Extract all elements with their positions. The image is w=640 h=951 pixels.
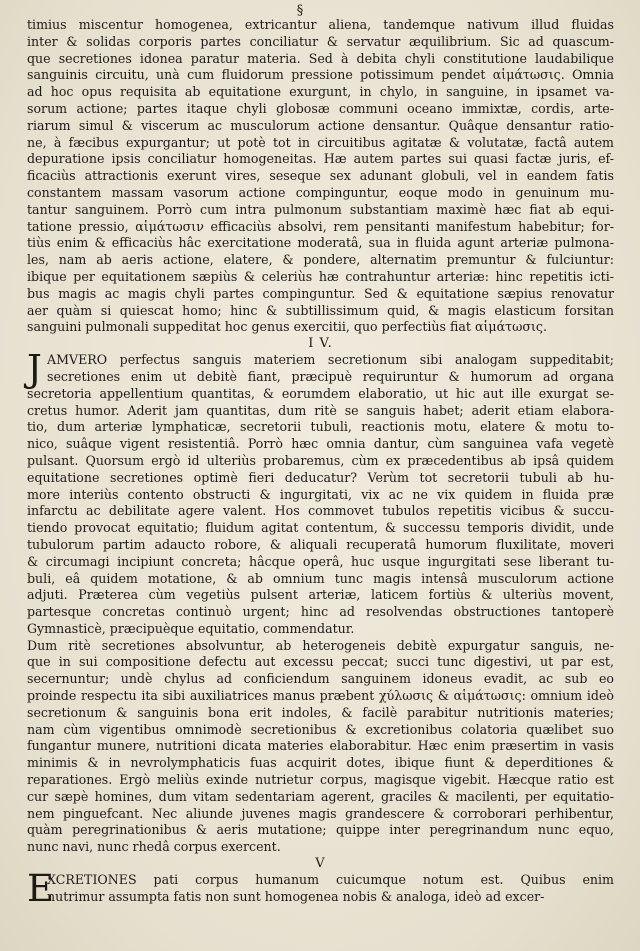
text-line: que secretiones idonea paratur materia. Sed à debita chyli constitutione laudabilique — [27, 50, 614, 66]
text-line: constantem massam vasorum actione compinguntur, eoque modo in genuinum mu- — [27, 184, 614, 200]
text-line: secretiones enim ut debitè fiant, præcipuè requiruntur & humorum ad organa — [47, 368, 614, 384]
text-line: fungantur munere, nutritioni dicata materies elaborabitur. Hæc enim præsertim in vasis — [27, 738, 614, 754]
text-line: tiendo provocat equitatio; fluidum agitat contentum, & successu temporis dividit, unde — [27, 520, 614, 536]
heading-section-iv: I V. — [308, 336, 333, 352]
text-line: secretionum & sanguinis bona erit indoles, & facilè parabitur nutritionis materies; — [27, 704, 614, 720]
text-line: tatione pressio, αἱμάτωσιν efficaciùs absolvi, rem pensitanti manifestum habebitur; for- — [27, 218, 614, 234]
text-line: ficaciùs attractionis exerunt vires, seseque sex adunant globuli, vel in eandem fatis — [27, 168, 614, 184]
text-line: timius miscentur homogenea, extricantur aliena, tandemque nativum illud fluidas — [27, 17, 614, 32]
text-line: cretus humor. Aderit jam quantitas, dum ritè se sanguis habet; aderit etiam elabora- — [27, 402, 614, 418]
heading-section-v: V — [315, 856, 326, 872]
text-line: partesque concretas continuò urgent; hinc ad resolvendas obstructiones tantoperè — [27, 604, 614, 620]
text-line: XCRETIONES pati corpus humanum cuicumque notum est. Quibus enim — [47, 872, 614, 888]
text-line: nem pinguefcant. Nec aliunde juvenes magis grandescere & corroborari perhibentur, — [27, 805, 614, 821]
text-line: nunc navi, nunc rhedâ corpus exercent. — [27, 839, 281, 855]
text-line: equitatione secretiones optimè fieri deducatur? Verùm tot secretorii tubuli ab hu- — [27, 469, 614, 485]
text-line: inter & solidas corporis partes conciliatur & servatur æquilibrium. Sic ad quascum- — [27, 33, 614, 49]
text-line: secernuntur; undè chylus ad conficiendum sanguinem idoneus evadit, ac sub eo — [27, 671, 614, 687]
text-line: minimis & in nevrolymphaticis fuas acquirit dotes, ibique fiunt & deperditiones & — [27, 755, 614, 771]
text-line: reparationes. Ergò meliùs exinde nutrietur corpus, magisque vigebit. Hæcque ratio est — [27, 772, 614, 788]
text-line: les, nam ab aeris actione, elatere, & pondere, alternatim premuntur & fulciuntur: — [27, 252, 614, 268]
text-line: tubulorum partim adaucto robore, & aliquali recuperatâ humorum fluxilitate, moveri — [27, 536, 614, 552]
text-line: buli, eâ quidem motatione, & ab omnium tunc magis intensâ musculorum actione — [27, 570, 614, 586]
text-line: que in sui compositione defectu aut excessu peccat; succi tunc digestivi, ut par est, — [27, 654, 614, 670]
section-iii-text — [27, 17, 614, 336]
text-line: Gymnasticè, præcipuèque equitatio, commendatur. — [27, 620, 355, 636]
section-v-text — [27, 867, 614, 911]
text-line: ibique per equitationem sæpiùs & celeriùs hæ contrahuntur arteriæ: hinc repetitis icti- — [27, 268, 614, 284]
text-line: more interiùs contento obstructi & ingurgitati, vix ac ne vix quidem in fluida præ — [27, 486, 614, 502]
text-line: AMVERO perfectus sanguis materiem secretionum sibi analogam suppeditabit; — [47, 352, 614, 368]
page-mark: § — [296, 3, 305, 18]
text-line: secretoria appellentium quantitas, & eorumdem elaboratio, ut hic aut ille exurgat se- — [27, 385, 614, 401]
section-iv-text — [27, 347, 614, 856]
text-line: sanguini pulmonali suppeditat hoc genus exercitii, quo perfectiùs fiat αἱμάτωσις. — [27, 319, 547, 335]
text-line: bus magis ac magis chyli partes compinguntur. Sed & equitatione sæpius renovatur — [27, 285, 614, 301]
text-line: nico, suâque vigent resistentiâ. Porrò hæc omnia dantur, cùm sanguinea vafa vegetè — [27, 436, 614, 452]
text-line: & circumagi incipiunt concreta; hâcque operâ, huc usque ingurgitati sese liberant tu- — [27, 553, 614, 569]
text-line: nutrimur assumpta fatis non sunt homogenea nobis & analoga, ideò ad excer- — [47, 888, 545, 904]
text-line: infarctu ac debilitate agere valent. Hos commovet tubulos repetitis vicibus & succu- — [27, 503, 614, 519]
drop-cap-j: J — [27, 347, 42, 391]
text-line: proinde respectu ita sibi auxiliatrices manus præbent χύλωσις & αἱμάτωσις: omnium ideò — [27, 688, 614, 704]
text-line: tantur sanguinem. Porrò cum intra pulmonum substantiam maximè hæc fiat ab equi- — [27, 201, 614, 217]
text-line: pulsant. Quorsum ergò id ulteriùs probaremus, cùm ex præcedentibus ab ipsâ quidem — [27, 452, 614, 468]
text-line: sanguinis circuitu, unà cum fluidorum pressione potissimum pendet αἱμάτωσις. Omnia — [27, 67, 614, 83]
text-line: ad hoc opus requisita ab equitatione exurgunt, in chylo, in sanguine, in ipsamet va- — [27, 84, 614, 100]
text-line: quàm peregrinationibus & aeris mutatione; quippe inter peregrinandum nunc equo, — [27, 822, 614, 838]
drop-cap-e: E — [27, 867, 55, 911]
text-line: ne, à fæcibus expurgantur; ut potè tot in circuitibus agitatæ & volutatæ, factâ autem — [27, 134, 614, 150]
text-line: nam cùm vigentibus omnimodè secretionibus & excretionibus colatoria quælibet suo — [27, 721, 614, 737]
text-line: cur sæpè homines, dum vitam sedentariam agerent, graciles & macilenti, per equitatio- — [27, 788, 614, 804]
text-line: Dum ritè secretiones absolvuntur, ab heterogeneis debitè expurgatur sanguis, ne- — [27, 637, 614, 653]
text-line: adjuti. Præterea cùm vegetiùs pulsent arteriæ, laticem fortiùs & ulteriùs movent, — [27, 587, 614, 603]
text-line: tio, dum arteriæ lymphaticæ, secretorii tubuli, reactionis motu, elatere & motu to- — [27, 419, 614, 435]
text-line: sorum actione; partes itaque chyli globosæ communi oceano immixtæ, cordis, arte- — [27, 100, 614, 116]
text-line: aer quàm si quiescat homo; hinc & subtillissimum quid, & magis elasticum forsitan — [27, 302, 614, 318]
text-line: riarum simul & viscerum ac musculorum actione densantur. Quâque densantur ratio- — [27, 117, 614, 133]
text-line: depuratione ipsis conciliatur homogeneitas. Hæ autem partes sui quasi factæ juris, ef- — [27, 151, 614, 167]
text-line: tiùs enim & efficaciùs hâc exercitatione moderatâ, sua in fluida agunt arteriæ pulmona- — [27, 235, 614, 251]
